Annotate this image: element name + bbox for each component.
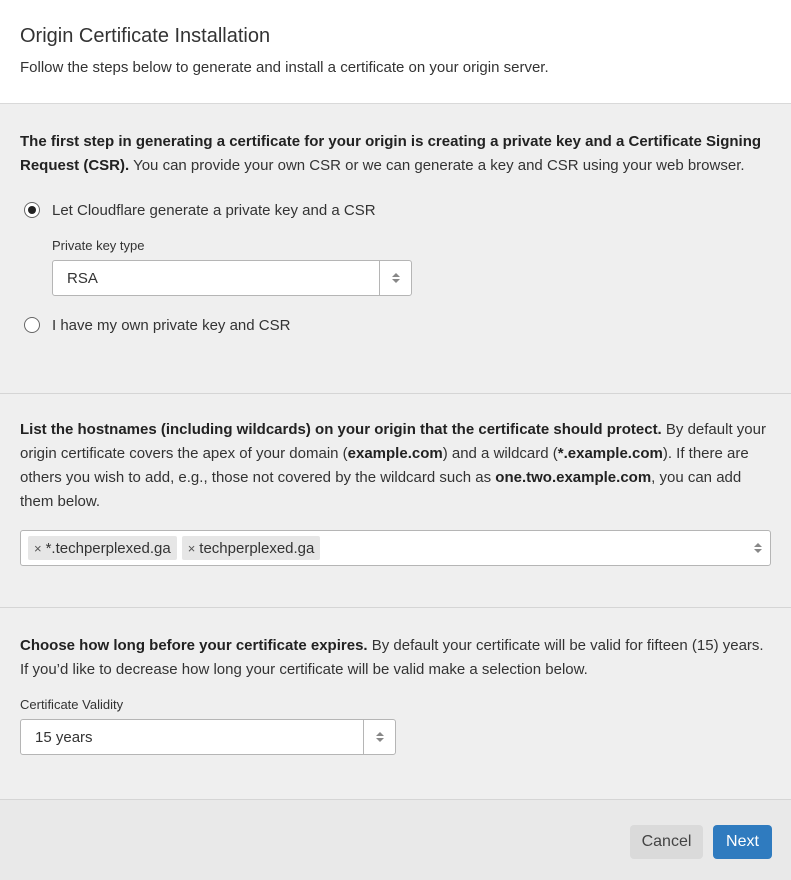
select-arrows-icon[interactable] bbox=[363, 720, 395, 754]
step1-description: The first step in generating a certificate for your origin is creating a private key and a Certificate Signing Request (CSR). You can provide your own CSR or we can generate a key and CSR using your web browser. bbox=[20, 133, 762, 174]
certificate-validity-label: Certificate Validity bbox=[20, 697, 124, 712]
remove-tag-icon[interactable]: × bbox=[187, 540, 196, 556]
section-validity bbox=[0, 608, 791, 800]
radio-generate-key[interactable] bbox=[24, 198, 771, 222]
hostname-tag: × techperplexed.ga bbox=[182, 536, 321, 560]
radio-own-key-input[interactable] bbox=[24, 317, 40, 333]
page-title: Origin Certificate Installation bbox=[20, 25, 271, 47]
modal-footer bbox=[0, 800, 791, 880]
select-arrows-icon[interactable] bbox=[754, 531, 762, 565]
private-key-type-value: RSA bbox=[67, 269, 98, 287]
page-subtitle: Follow the steps below to generate and install a certificate on your origin server. bbox=[20, 59, 549, 76]
step2-description: List the hostnames (including wildcards) on your origin that the certificate should protect. By default your origin certificate covers the apex of your domain (example.com) and a wildcard (*.example.com). If there are others you wish to add, e.g., those not covered by the wildcard such as one.two.example.com, you can add them below. bbox=[20, 421, 766, 510]
certificate-validity-select[interactable] bbox=[20, 719, 396, 755]
section-private-key bbox=[0, 104, 791, 394]
private-key-type-select[interactable] bbox=[52, 260, 412, 296]
private-key-type-label: Private key type bbox=[52, 238, 145, 253]
select-arrows-icon[interactable] bbox=[379, 261, 411, 295]
step3-description: Choose how long before your certificate expires. By default your certificate will be valid for fifteen (15) years. If you’d like to decrease how long your certificate will be valid make a selection below. bbox=[20, 637, 764, 678]
radio-own-key-label[interactable]: I have my own private key and CSR bbox=[52, 316, 291, 334]
hostnames-input[interactable] bbox=[20, 530, 771, 566]
cancel-button[interactable]: Cancel bbox=[630, 825, 703, 859]
radio-own-key[interactable] bbox=[24, 313, 771, 337]
remove-tag-icon[interactable]: × bbox=[34, 540, 42, 556]
hostname-tag: × *.techperplexed.ga bbox=[28, 536, 177, 560]
modal-header bbox=[0, 0, 791, 104]
next-button[interactable]: Next bbox=[713, 825, 772, 859]
radio-generate-key-input[interactable] bbox=[24, 202, 40, 218]
radio-generate-key-label[interactable]: Let Cloudflare generate a private key and a CSR bbox=[52, 201, 376, 219]
certificate-validity-value: 15 years bbox=[35, 728, 93, 746]
section-hostnames bbox=[0, 394, 791, 608]
